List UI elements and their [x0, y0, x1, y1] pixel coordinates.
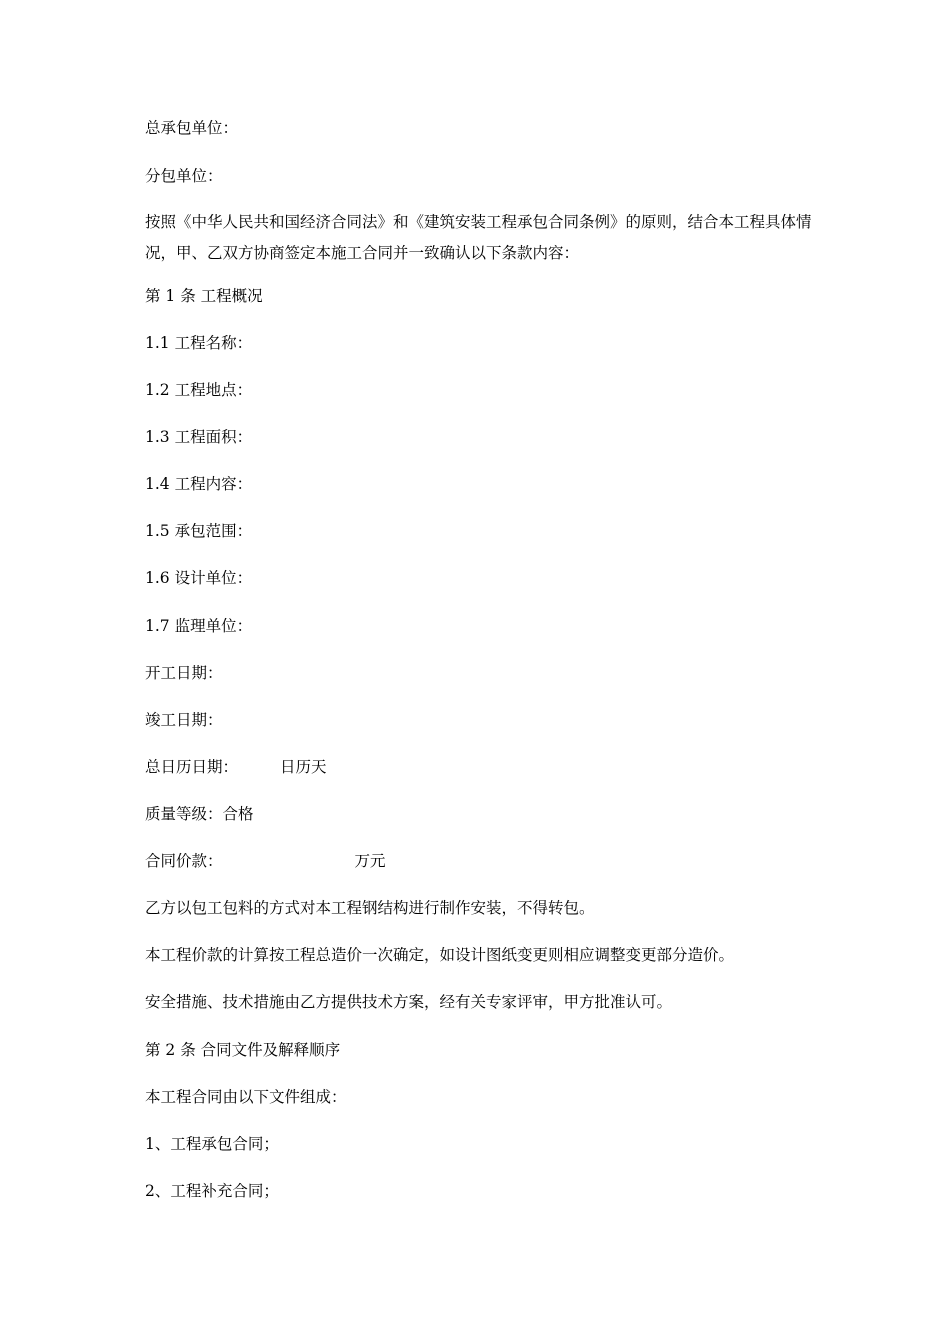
article-2-heading: 第 2 条 合同文件及解释顺序: [145, 1041, 341, 1059]
subcontractor-line: 分包单位：: [145, 167, 223, 185]
contract-composition-line: 本工程合同由以下文件组成：: [145, 1088, 347, 1106]
quality-grade-line: 质量等级：合格: [145, 805, 254, 823]
clause-1-1-project-name: 1.1 工程名称：: [145, 334, 253, 352]
completion-date-line: 竣工日期：: [145, 711, 223, 729]
start-date-line: 开工日期：: [145, 664, 223, 682]
contract-price-label: 合同价款：: [145, 852, 223, 870]
preamble-paragraph: 按照《中华人民共和国经济合同法》和《建筑安装工程承包合同条例》的原则，结合本工程具体情况，甲、乙双方协商签定本施工合同并一致确认以下条款内容：: [145, 213, 812, 262]
contract-price-line: [145, 849, 815, 873]
clause-1-4-project-content: 1.4 工程内容：: [145, 475, 253, 493]
document-item-2: 2、工程补充合同；: [145, 1182, 279, 1200]
total-calendar-days-line: [145, 755, 815, 779]
total-days-unit: 日历天: [280, 758, 327, 776]
general-contractor-line: 总承包单位：: [145, 119, 239, 137]
document-item-1: 1、工程承包合同；: [145, 1135, 279, 1153]
clause-1-2-project-location: 1.2 工程地点：: [145, 381, 253, 399]
clause-1-3-project-area: 1.3 工程面积：: [145, 428, 253, 446]
price-calculation-paragraph: 本工程价款的计算按工程总造价一次确定，如设计图纸变更则相应调整变更部分造价。: [145, 946, 735, 964]
clause-1-6-design-unit: 1.6 设计单位：: [145, 569, 253, 587]
contract-price-unit: 万元: [354, 852, 386, 870]
total-days-label: 总日历日期：: [145, 758, 239, 776]
clause-1-5-contract-scope: 1.5 承包范围：: [145, 522, 253, 540]
clause-1-7-supervision-unit: 1.7 监理单位：: [145, 617, 253, 635]
safety-measures-paragraph: 安全措施、技术措施由乙方提供技术方案，经有关专家评审，甲方批准认可。: [145, 993, 673, 1011]
contracting-method-paragraph: 乙方以包工包料的方式对本工程钢结构进行制作安装，不得转包。: [145, 899, 595, 917]
article-1-heading: 第 1 条 工程概况: [145, 287, 263, 305]
